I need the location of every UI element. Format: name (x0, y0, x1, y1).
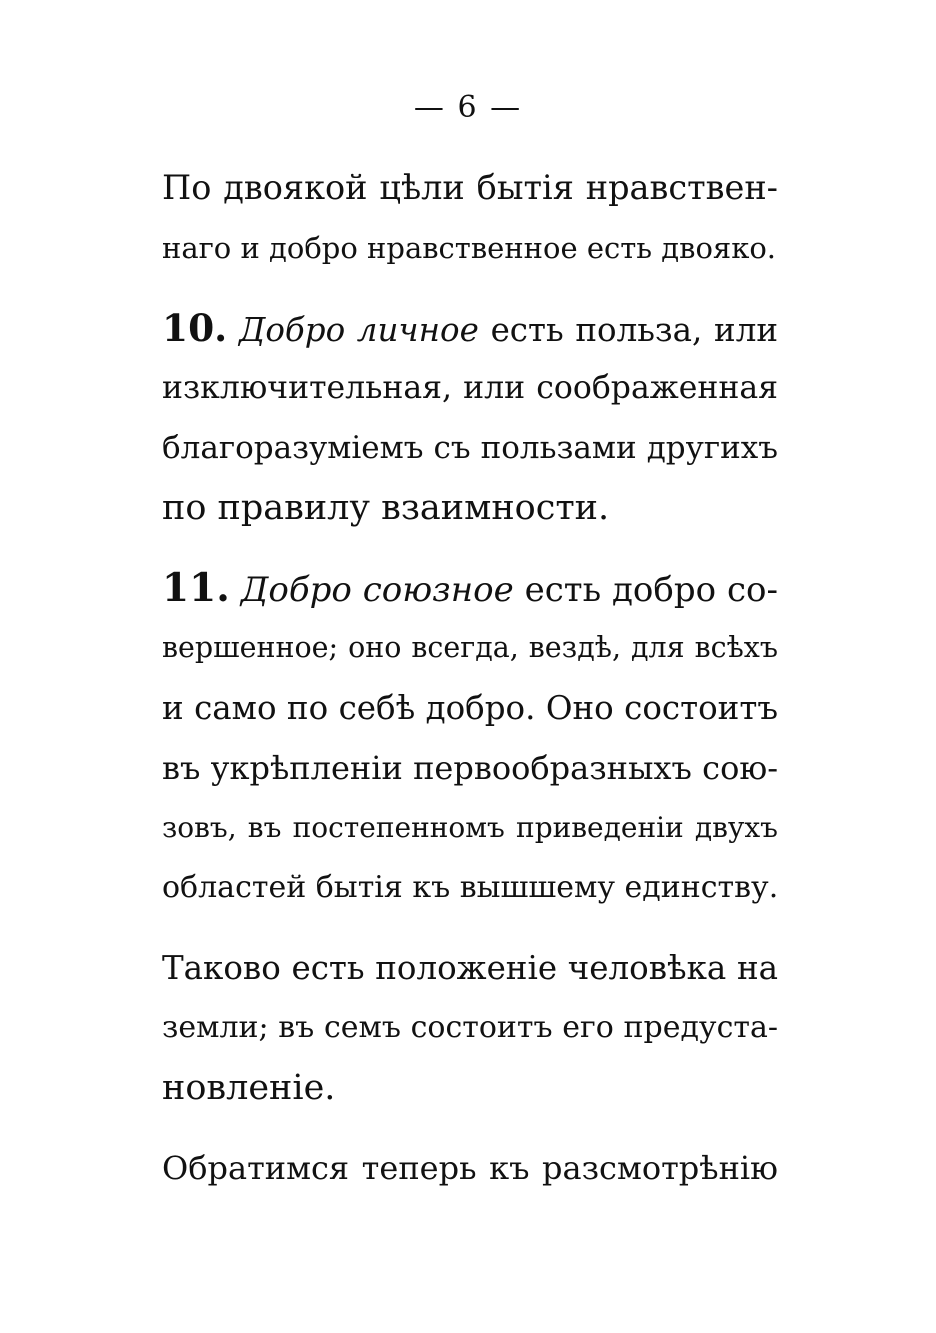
para2-line1 (162, 306, 778, 352)
page-number: — 6 — (413, 90, 523, 125)
para4-line3: новленіе. (162, 1068, 336, 1108)
item-number-11: 11. (162, 565, 230, 611)
para2-line4: по правилу взаимности. (162, 488, 610, 528)
para2-line2: изключительная, или соображенная (162, 370, 778, 406)
para1-line1: По двоякой цѣли бытія нравствен- (162, 168, 778, 207)
para3-line6: областей бытія къ вышшему единству. (162, 870, 779, 905)
term-union-good: Добро союзное (240, 570, 514, 610)
term-personal-good: Добро личное (238, 311, 479, 349)
para3-line2: вершенное; оно всегда, вездѣ, для всѣхъ (162, 631, 778, 664)
para4-line1: Таково есть положеніе человѣка на (162, 949, 778, 987)
para2-line1-rest: есть польза, или (490, 311, 778, 349)
para3-line4: въ укрѣпленіи первообразныхъ сою- (162, 749, 778, 787)
para4-line2: земли; въ семъ состоитъ его предуста- (162, 1010, 778, 1045)
para5-line1: Обратимся теперь къ разсмотрѣнію (162, 1149, 778, 1187)
para2-line3: благоразуміемъ съ пользами другихъ (162, 430, 778, 466)
para3-line1 (162, 566, 778, 612)
para3-line5: зовъ, въ постепенномъ приведеніи двухъ (162, 811, 778, 844)
para1-line2: наго и добро нравственное есть двояко. (162, 231, 777, 265)
para3-line3: и само по себѣ добро. Оно состоитъ (162, 689, 778, 727)
para3-line1-rest: есть добро со- (524, 570, 778, 610)
item-number-10: 10. (162, 306, 228, 350)
